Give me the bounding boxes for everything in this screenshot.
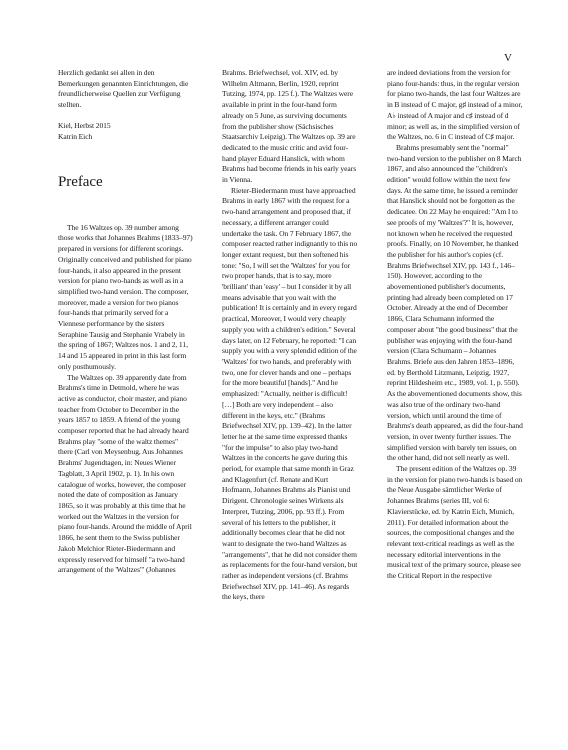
column-3-paragraph-1: are indeed deviations from the version for piano four-hands: thus, in the regular version for piano two-hands, the last four Waltzes are in B instead of C major, g♯ instead of a minor, A♭ instead of A major and c♯ instead of d minor; as well as, in the simplified version of the Waltzes, no. 6 in C instead of C♯ major. bbox=[387, 68, 523, 142]
column-2-paragraph-2: Rieter-Biedermann must have approached Brahms in early 1867 with the request for a two-hand arrangement and proposed that, if necessary, a different arranger could undertake the task. On 7 February 1867, the composer reacted rather indignantly to this no longer extant request, but then softened his tone: "So, I will set the 'Waltzes' for you for two proper hands, that is to say, more 'brilliant' than 'easy' – but I consider it by all means advisable that you wait with the publication! It is certainly and in every regard practical, Moreover, I would very cheaply supply you with a children's edition." Several days later, on 12 February, he reported: "I can supply you with a very splendid edition of the 'Waltzes' for two hands, and preferably with two, one for clever hands and one – perhaps for the more beautiful [hands]." And he emphasized: "Actually, neither is difficult! […] Both are very independent – also different in the keys, etc." (Brahms Briefwechsel XIV, pp. 139–42). In the latter letter he at the same time expressed thanks "for the impulse" to also play two-hand Waltzes in the concerts he gave during this period, for example that same month in Graz and Klagenfurt (cf. Renate and Kurt Hofmann, Johannes Brahms als Pianist und Dirigent. Chronologie seines Wirkens als Interpret, Tutzing, 2006, pp. 93 ff.). From several of his letters to the publisher, it additionally becomes clear that he did not want to designate the two-hand Waltzes as "arrangements", that he did not consider them as replacements for the four-hand version, but rather as independent versions (cf. Brahms Briefwechsel XIV, pp. 141–46). As regards the keys, there bbox=[222, 185, 358, 602]
preface-paragraph-1: The 16 Waltzes op. 39 number among those works that Johannes Brahms (1833–97) prepared in versions for different scorings. Originally conceived and published for piano four-hands, it also appeared in the present version for piano two-hands as well as in a simplified two-hand version. The composer, moreover, made a version for two pianos four-hands that primarily served for a Viennese performance by the sisters Seraphine Tausig and Stephanie Vrabely in the spring of 1867; Waltzes nos. 1 and 2, 11, 14 and 15 appeared in print in this last form only posthumously. bbox=[58, 222, 193, 371]
signature-author: Katrin Eich bbox=[58, 132, 93, 142]
column-3 bbox=[387, 68, 523, 582]
page-number: V bbox=[504, 52, 512, 64]
column-2 bbox=[222, 68, 358, 603]
column-1 bbox=[58, 68, 194, 576]
preface-paragraph-2: The Waltzes op. 39 apparently date from Brahms's time in Detmold, where he was active as conductor, choir master, and piano teacher from October to December in the years 1857 to 1859. A friend of the young composer reported that he had already heard Brahms play "some of the waltz themes" there (Carl von Meysenbug, Aus Johannes Brahms' Jugendtagen, in: Neues Wiener Tagblatt, 3 April 1902, p. 1). In his own catalogue of works, however, the composer noted the date of composition as January 1865, so it was probably at this time that he worked out the Waltzes in the version for piano four-hands. Around the middle of April 1866, he sent them to the Swiss publisher Jakob Melchior Rieter-Biedermann and expressly reserved for himself "a two-hand arrangement of the 'Waltzes'" (Johannes bbox=[58, 372, 192, 575]
column-3-paragraph-2: Brahms presumably sent the "normal" two-hand version to the publisher on 8 March 1867, and also announced the "children's edition" would follow within the next few days. At the same time, he issued a reminder that Hanslick should not be forgotten as the dedicatee. On 22 May he enquired: "Am I to see proofs of my 'Waltzes'?" It is, however, not known when he received the requested proofs. Finally, on 10 November, he thanked the publisher for his author's copies (cf. Brahms Briefwechsel XIV, pp. 143 f., 146–150). However, according to the abovementioned publisher's documents, printing had already been completed on 17 October. Already at the end of December 1866, Clara Schumann informed the composer about "the good business" that the publisher was enjoying with the four-hand version (Clara Schumann – Johannes Brahms. Briefe aus den Jahren 1853–1896, ed. by Berthold Litzmann, Leipzig, 1927, reprint Hildesheim etc., 1989, vol. 1, p. 550). As the abovementioned documents show, this was also true of the ordinary two-hand version, which until around the time of Brahms's death appeared, as did the four-hand version, in over twenty further issues. The simplified version with barely ten issues, on the other hand, did not sell nearly as well. bbox=[387, 142, 523, 463]
acknowledgement-paragraph: Herzlich gedankt sei allen in den Bemerkungen genannten Einrichtungen, die freundlicherweise Quellen zur Verfügung stellten. bbox=[58, 68, 189, 110]
preface-heading: Preface bbox=[58, 173, 103, 190]
column-3-paragraph-3: The present edition of the Waltzes op. 39 in the version for piano two-hands is based on the Neue Ausgabe sämtlicher Werke of Johannes Brahms (series III, vol 6: Klavierstücke, ed. by Katrin Eich, Munich, 2011). For detailed information about the sources, the compositional changes and the relevant text-critical readings as well as the necessary editorial interventions in the musical text of the primary source, please see the Critical Report in the respective bbox=[387, 464, 523, 581]
signature-place-date: Kiel, Herbst 2015 bbox=[58, 121, 111, 131]
column-2-paragraph-1: Brahms. Briefwechsel, vol. XIV, ed. by Wilhelm Altmann, Berlin, 1920, reprint Tutzing, 1974, pp. 125 f.). The Waltzes were available in print in the four-hand form already on 5 June, as surviving documents from the publisher show (Sächsisches Staatsarchiv Leipzig). The Waltzes op. 39 are dedicated to the music critic and avid four-hand player Eduard Hanslick, with whom Brahms had become friends in his early years in Vienna. bbox=[222, 68, 357, 185]
